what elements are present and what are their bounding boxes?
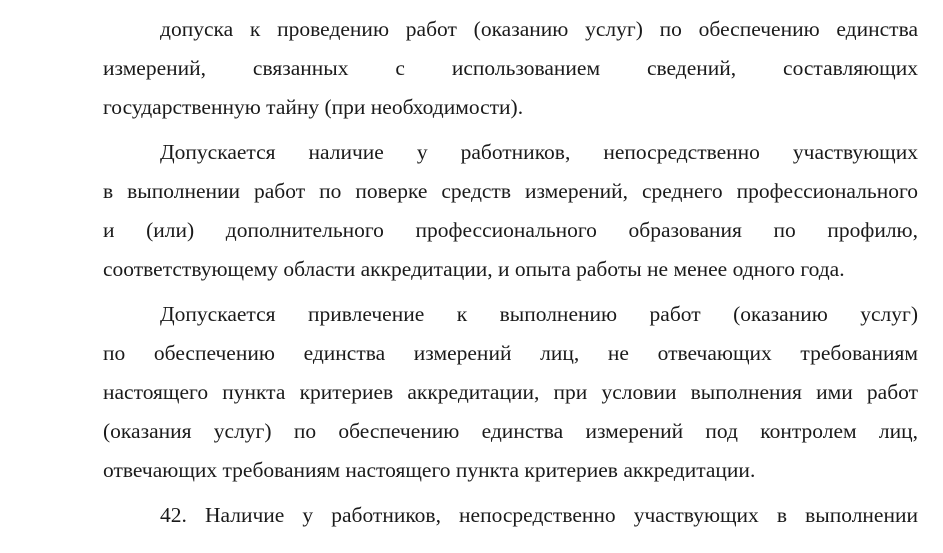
text-line: отвечающих требованиям настоящего пункта критериев аккредитации. [103,458,756,482]
text-line: (оказания услуг) по обеспечению единства измерений под контролем лиц, [103,419,918,443]
text-line: по обеспечению единства измерений лиц, не отвечающих требованиям [103,341,918,365]
document-page [103,10,918,541]
text-line: настоящего пункта критериев аккредитации, при условии выполнения ими работ [103,380,918,404]
text-line: государственную тайну (при необходимости). [103,95,524,119]
text-line: Допускается наличие у работников, непосредственно участвующих [160,140,918,164]
paragraph [103,133,918,289]
text-line: 42. Наличие у работников, непосредственно участвующих в выполнении [160,503,918,527]
text-line: и (или) дополнительного профессионального образования по профилю, [103,218,918,242]
paragraph [103,496,918,535]
text-line: соответствующему области аккредитации, и опыта работы не менее одного года. [103,257,845,281]
paragraph [103,10,918,127]
text-line: допуска к проведению работ (оказанию услуг) по обеспечению единства [160,17,918,41]
text-line: измерений, связанных с использованием сведений, составляющих [103,56,918,80]
text-line: в выполнении работ по поверке средств измерений, среднего профессионального [103,179,918,203]
text-line: Допускается привлечение к выполнению работ (оказанию услуг) [160,302,918,326]
paragraph [103,295,918,490]
